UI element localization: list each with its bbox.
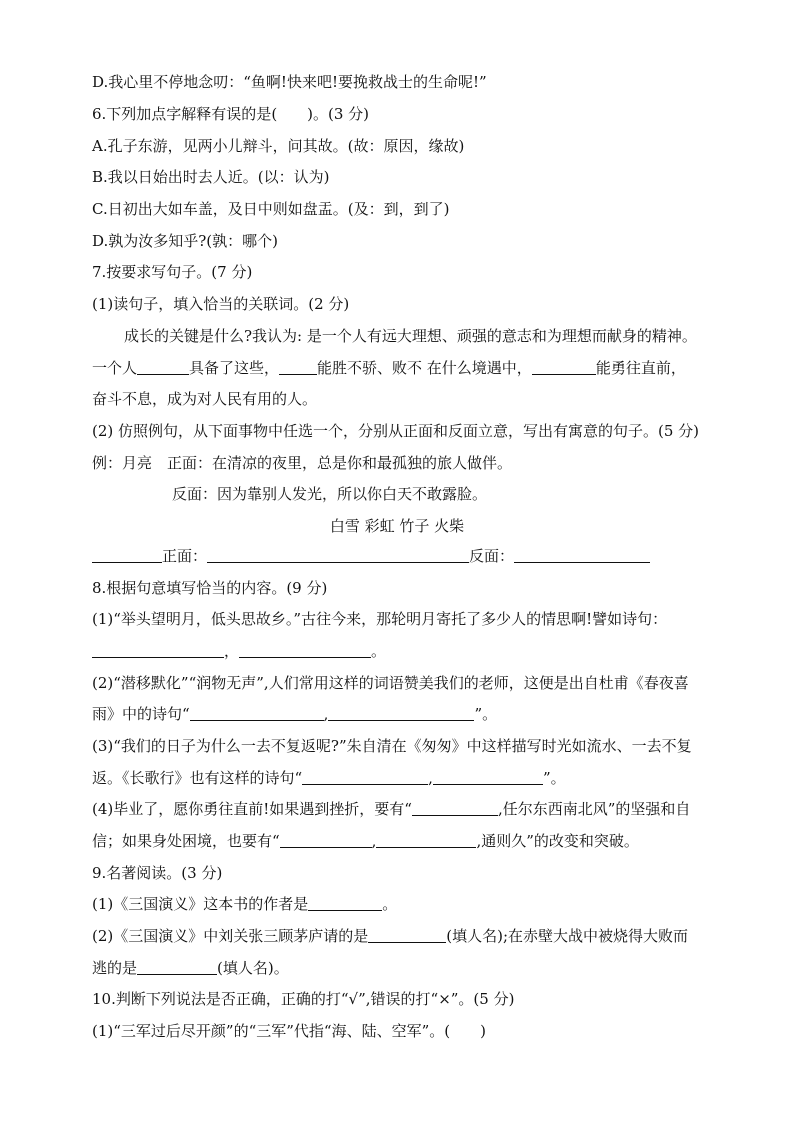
option-d-q5: D.我心里不停地念叨：“鱼啊!快来吧!要挽救战士的生命呢!” <box>92 73 487 91</box>
answer-blank[interactable] <box>532 360 596 375</box>
text-segment: (2)《三国演义》中刘关张三顾茅庐请的是 <box>92 927 369 945</box>
question-10-part-1: (1)“三军过后尽开颜”的“三军”代指“海、陆、空军”。( ) <box>92 1022 486 1040</box>
text-segment: ”。 <box>474 705 498 723</box>
text-segment: 逃的是 <box>92 959 138 977</box>
question-8-part-4 <box>92 799 690 819</box>
text-segment: 。 <box>382 895 398 913</box>
question-9-part-1 <box>92 894 397 914</box>
answer-blank[interactable] <box>207 548 469 563</box>
text-segment: 。 <box>371 642 387 660</box>
text-segment: 返。《长歌行》也有这样的诗句“ <box>92 769 303 787</box>
option-a-q6: A.孔子东游，见两小儿辩斗，问其故。(故：原因，缘故) <box>92 137 465 155</box>
text-segment: (填人名)。 <box>217 959 289 977</box>
answer-blank[interactable] <box>280 833 372 848</box>
text-segment: 一个人 <box>92 359 138 377</box>
answer-blank[interactable] <box>92 643 224 658</box>
text-segment: (填人名);在赤壁大战中被烧得大败而 <box>446 927 689 945</box>
label-front: 正面： <box>162 547 208 565</box>
answer-blank[interactable] <box>302 770 428 785</box>
question-9-part-2-cont <box>92 958 289 978</box>
answer-blank[interactable] <box>308 896 382 911</box>
answer-blank[interactable] <box>239 643 371 658</box>
passage-text: 成长的关键是什么?我认为: 是一个人有远大理想、顽强的意志和为理想而献身的精神。 <box>124 327 697 345</box>
text-segment: 能胜不骄、败不 在什么境遇中， <box>317 359 532 377</box>
answer-blank[interactable] <box>190 706 324 721</box>
question-8-part-2: (2)“潜移默化”“润物无声”,人们常用这样的词语赞美我们的老师，这便是出自杜甫《春夜喜 <box>92 674 689 692</box>
option-d-q6: D.孰为汝多知乎?(孰：哪个) <box>92 232 279 250</box>
question-8-part-3: (3)“我们的日子为什么一去不复返呢?”朱自清在《匆匆》中这样描写时光如流水、一去不复 <box>92 737 692 755</box>
question-7-part-2: (2) 仿照例句，从下面事物中任选一个，分别从正面和反面立意，写出有寓意的句子。(5 分) <box>92 422 700 440</box>
fill-connective-line <box>92 358 686 378</box>
answer-blank[interactable] <box>376 833 476 848</box>
choice-list: 白雪 彩虹 竹子 火柴 <box>329 517 465 535</box>
answer-blank[interactable] <box>92 548 162 563</box>
answer-blank[interactable] <box>328 706 474 721</box>
text-segment: ,通则久”的改变和突破。 <box>476 832 639 850</box>
text-segment: (4)毕业了，愿你勇往直前!如果遇到挫折，要有“ <box>92 800 412 818</box>
text-segment: 能勇往直前， <box>595 359 686 377</box>
text-segment: (1)《三国演义》这本书的作者是 <box>92 895 309 913</box>
answer-blank[interactable] <box>137 960 217 975</box>
question-10: 10.判断下列说法是否正确，正确的打“√”,错误的打“×”。(5 分) <box>92 990 515 1008</box>
text-segment: , <box>428 769 433 787</box>
answer-blank[interactable] <box>412 801 498 816</box>
question-8-part-3-cont <box>92 768 566 788</box>
imitation-answer-line <box>92 546 650 566</box>
text-segment: ”。 <box>542 769 566 787</box>
answer-blank[interactable] <box>137 360 189 375</box>
label-back: 反面： <box>469 547 515 565</box>
question-7-part-1: (1)读句子，填入恰当的关联词。(2 分) <box>92 295 350 313</box>
text-segment: 信；如果身处困境，也要有“ <box>92 832 280 850</box>
option-b-q6: B.我以日始出时去人近。(以：认为) <box>92 168 330 186</box>
answer-blank[interactable] <box>279 360 317 375</box>
question-7: 7.按要求写句子。(7 分) <box>92 263 253 281</box>
text-segment: ， <box>224 642 240 660</box>
question-8-part-2-cont <box>92 704 497 724</box>
example-back: 反面：因为靠别人发光，所以你白天不敢露脸。 <box>172 485 488 503</box>
text-segment: ,任尔东西南北风”的坚强和自 <box>497 800 691 818</box>
text-segment: , <box>371 832 377 850</box>
question-8: 8.根据句意填写恰当的内容。(9 分) <box>92 579 328 597</box>
answer-blank[interactable] <box>433 770 543 785</box>
question-9-part-2 <box>92 926 688 946</box>
option-c-q6: C.日初出大如车盖，及日中则如盘盂。(及：到，到了) <box>92 200 450 218</box>
poem-answer-line <box>92 641 386 661</box>
question-6: 6.下列加点字解释有误的是( )。(3 分) <box>92 105 370 123</box>
text-segment: 雨》中的诗句“ <box>92 705 190 723</box>
text-segment: 具备了这些， <box>189 359 280 377</box>
passage-text-end: 奋斗不息，成为对人民有用的人。 <box>92 390 318 408</box>
question-9: 9.名著阅读。(3 分) <box>92 864 223 882</box>
answer-blank[interactable] <box>514 548 650 563</box>
answer-blank[interactable] <box>368 928 446 943</box>
question-8-part-1: (1)“举头望明月，低头思故乡。”古往今来，那轮明月寄托了多少人的情思啊!譬如诗句： <box>92 610 668 628</box>
question-8-part-4-cont <box>92 831 639 851</box>
text-segment: , <box>323 705 329 723</box>
example-front: 例：月亮 正面：在清凉的夜里，总是你和最孤独的旅人做伴。 <box>92 454 513 472</box>
